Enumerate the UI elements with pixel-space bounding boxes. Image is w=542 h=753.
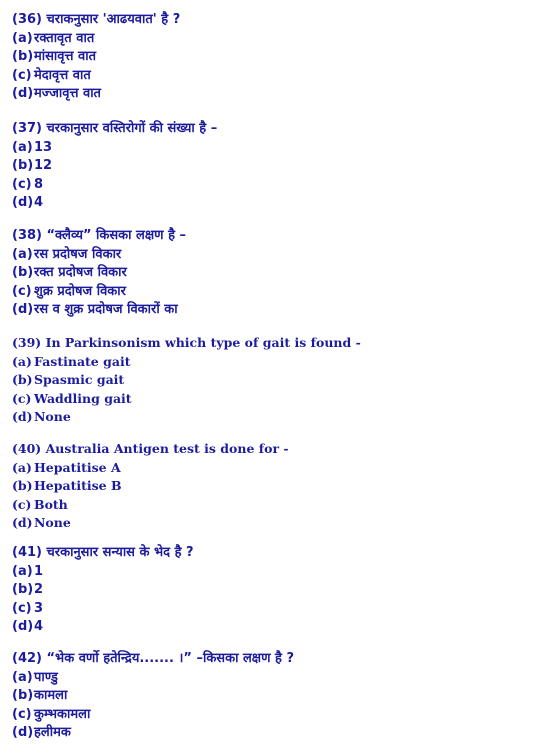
question-40	[12, 440, 532, 459]
option-c	[12, 706, 532, 725]
option-text: रस प्रदोषज विकार	[34, 246, 122, 262]
option-label: (d)	[12, 515, 33, 530]
option-text: 4	[34, 619, 44, 634]
question-38	[12, 227, 532, 246]
option-a	[12, 563, 532, 582]
option-label: (a)	[12, 246, 33, 262]
option-text: Waddling gait	[34, 390, 132, 406]
question-36	[12, 11, 532, 30]
option-text: Spasmic gait	[34, 372, 125, 387]
option-d	[12, 724, 532, 743]
option-text: 2	[34, 582, 44, 597]
option-text: 12	[34, 158, 53, 173]
option-c	[12, 176, 532, 195]
question-block-36	[12, 11, 532, 104]
question-text: चरकानुसार वस्तिरोगों की संख्या है –	[46, 121, 218, 136]
question-41	[12, 544, 532, 563]
option-c	[12, 390, 532, 409]
option-label: (c)	[12, 600, 32, 616]
option-label: (d)	[12, 86, 34, 101]
option-label: (d)	[12, 195, 34, 210]
option-text: शुक्र प्रदोषज विकार	[34, 283, 126, 299]
question-text: चरकानुसार सन्यास के भेद है ?	[46, 545, 194, 560]
question-text: “भेक वर्णो हतेन्द्रिय....... ।” –किसका लक्षण है ?	[46, 651, 295, 666]
option-label: (c)	[12, 67, 32, 83]
option-b	[12, 48, 532, 67]
option-text: 3	[34, 600, 44, 616]
question-text: Australia Antigen test is done for -	[45, 441, 289, 456]
option-c	[12, 283, 532, 302]
option-text: 4	[34, 195, 44, 210]
option-b	[12, 477, 532, 496]
option-b	[12, 687, 532, 706]
option-text: रक्त प्रदोषज विकार	[34, 265, 127, 280]
option-text: कुम्भकामला	[34, 706, 91, 722]
question-number: (39)	[12, 335, 42, 350]
question-number: (41)	[12, 545, 42, 560]
option-label: (a)	[12, 563, 33, 579]
option-a	[12, 30, 532, 49]
option-label: (a)	[12, 669, 33, 685]
option-text: None	[34, 409, 71, 424]
option-text: Hepatitise B	[34, 478, 122, 493]
option-label: (a)	[12, 30, 33, 46]
option-label: (a)	[12, 459, 32, 475]
option-label: (c)	[12, 283, 32, 299]
option-b	[12, 264, 532, 283]
question-text: चराकनुसार 'आढयवात' है ?	[46, 12, 181, 27]
question-block-41	[12, 544, 532, 637]
option-label: (a)	[12, 139, 33, 155]
option-label: (d)	[12, 619, 34, 634]
option-b	[12, 581, 532, 600]
option-text: Both	[34, 496, 68, 512]
option-d	[12, 194, 532, 213]
option-label: (c)	[12, 390, 32, 406]
option-text: पाण्डु	[34, 669, 58, 685]
option-b	[12, 371, 532, 390]
option-label: (a)	[12, 353, 32, 369]
option-label: (b)	[12, 49, 34, 64]
option-text: कामला	[34, 688, 68, 703]
option-label: (b)	[12, 265, 34, 280]
question-39	[12, 334, 532, 353]
option-label: (d)	[12, 409, 33, 424]
option-text: मज्जावृत्त वात	[34, 86, 101, 101]
option-d	[12, 85, 532, 104]
option-label: (b)	[12, 582, 34, 597]
option-label: (b)	[12, 158, 34, 173]
option-text: मेदावृत्त वात	[34, 67, 91, 83]
option-a	[12, 139, 532, 158]
option-text: 1	[34, 563, 44, 579]
option-text: Hepatitise A	[34, 459, 121, 475]
question-text: In Parkinsonism which type of gait is found -	[45, 335, 361, 350]
option-label: (d)	[12, 725, 34, 740]
option-label: (c)	[12, 176, 32, 192]
question-block-42	[12, 650, 532, 743]
option-d	[12, 301, 532, 320]
option-d	[12, 618, 532, 637]
question-number: (38)	[12, 228, 42, 243]
option-text: रक्तावृत वात	[34, 30, 95, 46]
option-text: रस व शुक्र प्रदोषज विकारों का	[34, 302, 178, 317]
question-42	[12, 650, 532, 669]
option-label: (c)	[12, 496, 32, 512]
option-a	[12, 353, 532, 372]
option-a	[12, 459, 532, 478]
question-block-38	[12, 227, 532, 320]
option-text: 13	[34, 139, 53, 155]
option-label: (b)	[12, 688, 34, 703]
option-text: Fastinate gait	[34, 353, 131, 369]
option-c	[12, 67, 532, 86]
question-number: (40)	[12, 441, 42, 456]
option-d	[12, 408, 532, 427]
question-number: (42)	[12, 651, 42, 666]
question-block-37	[12, 120, 532, 213]
question-text: “क्लैव्य” किसका लक्षण है –	[46, 228, 187, 243]
option-text: 8	[34, 176, 44, 192]
option-a	[12, 246, 532, 265]
option-c	[12, 496, 532, 515]
option-c	[12, 600, 532, 619]
option-d	[12, 514, 532, 533]
option-label: (b)	[12, 372, 33, 387]
question-number: (37)	[12, 121, 42, 136]
option-text: None	[34, 515, 71, 530]
option-label: (d)	[12, 302, 34, 317]
option-text: हलीमक	[34, 725, 71, 740]
question-number: (36)	[12, 12, 42, 27]
question-block-39	[12, 334, 532, 427]
option-label: (b)	[12, 478, 33, 493]
question-37	[12, 120, 532, 139]
option-label: (c)	[12, 706, 32, 722]
option-b	[12, 157, 532, 176]
question-block-40	[12, 440, 532, 533]
option-text: मांसावृत्त वात	[34, 49, 97, 64]
option-a	[12, 669, 532, 688]
